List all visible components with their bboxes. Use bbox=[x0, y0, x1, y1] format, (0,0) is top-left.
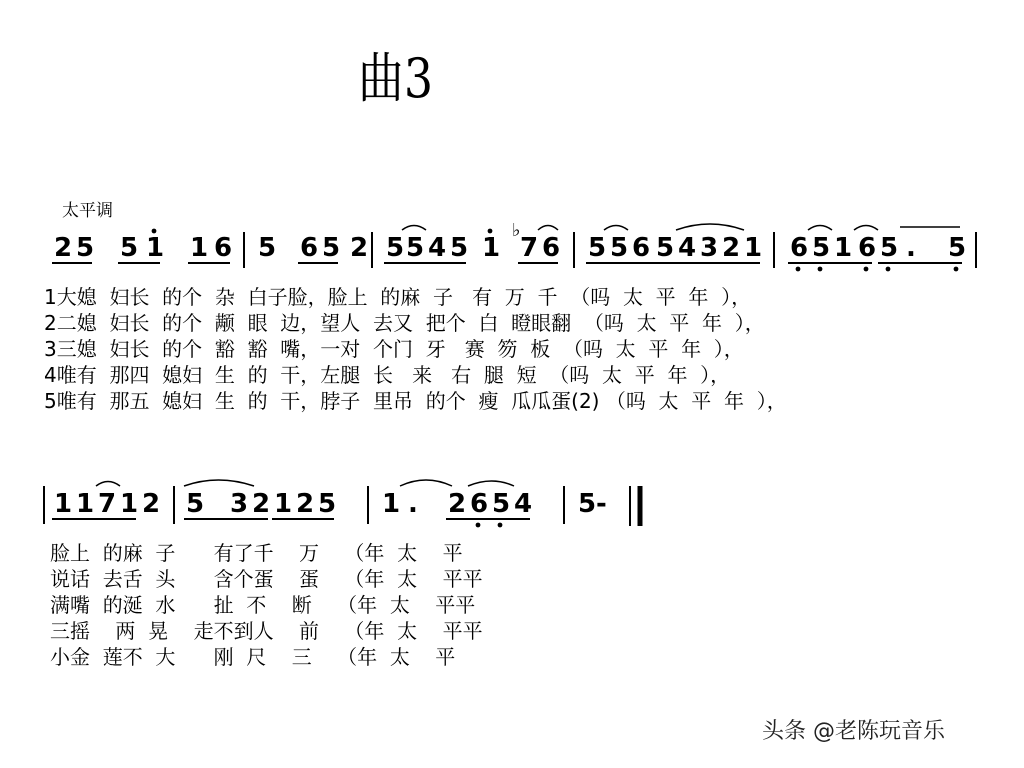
note: 3 bbox=[700, 233, 719, 263]
note: 5 bbox=[588, 233, 607, 263]
note: 1 bbox=[76, 489, 95, 519]
note: 5 bbox=[258, 233, 277, 263]
note: 5 bbox=[406, 233, 425, 263]
slur bbox=[854, 226, 878, 231]
note: 2 bbox=[252, 489, 271, 519]
slur bbox=[400, 480, 452, 486]
low-octave-dot bbox=[886, 267, 891, 272]
note: 6 bbox=[790, 233, 809, 263]
note: 6 bbox=[858, 233, 877, 263]
note: 2 bbox=[448, 489, 467, 519]
slur bbox=[184, 480, 254, 486]
note: 4 bbox=[514, 489, 533, 519]
note: 2 bbox=[350, 233, 369, 263]
note: 2 bbox=[54, 233, 73, 263]
note: 5 bbox=[578, 489, 597, 519]
note: 6 bbox=[632, 233, 651, 263]
note: 3 bbox=[230, 489, 249, 519]
note: 5 bbox=[656, 233, 675, 263]
note: 5 bbox=[492, 489, 511, 519]
note: 5 bbox=[120, 233, 139, 263]
slur bbox=[538, 226, 558, 231]
low-octave-dot bbox=[954, 267, 959, 272]
slur bbox=[468, 481, 514, 486]
low-octave-dot bbox=[864, 267, 869, 272]
low-octave-dot bbox=[476, 523, 481, 528]
low-octave-dot bbox=[498, 523, 503, 528]
note: 1 bbox=[190, 233, 209, 263]
note: 4 bbox=[678, 233, 697, 263]
note: 5 bbox=[450, 233, 469, 263]
note: 1 bbox=[482, 233, 501, 263]
note: 6 bbox=[470, 489, 489, 519]
watermark: 头条 @老陈玩音乐 bbox=[762, 719, 945, 744]
slur bbox=[676, 224, 744, 230]
note: 5 bbox=[948, 233, 967, 263]
mode-label: 太平调 bbox=[62, 201, 113, 221]
note: 6 bbox=[300, 233, 319, 263]
note: - bbox=[596, 489, 607, 519]
note: 2 bbox=[296, 489, 315, 519]
high-octave-dot bbox=[152, 229, 157, 234]
low-octave-dot bbox=[818, 267, 823, 272]
note: 5 bbox=[812, 233, 831, 263]
note: 1 bbox=[744, 233, 763, 263]
note: 1 bbox=[120, 489, 139, 519]
slur bbox=[808, 226, 832, 231]
lyric-line: 5唯有 那五 媳妇 生 的 干，脖子 里吊 的个 瘦 瓜瓜蛋(2) （吗 太 平 年 ）， bbox=[44, 389, 787, 413]
note: 5 bbox=[318, 489, 337, 519]
note: 5 bbox=[322, 233, 341, 263]
lyric-line: 小金 莲不 大 刚 尺 三 （年 太 平 bbox=[50, 645, 456, 669]
slur bbox=[402, 226, 426, 231]
slur bbox=[96, 482, 120, 487]
lyric-line: 三摇 两 晃 走不到人 前 （年 太 平平 bbox=[50, 619, 483, 643]
lyric-line: 满嘴 的涎 水 扯 不 断 （年 太 平平 bbox=[50, 593, 476, 617]
lyric-line: 2二媳 妇长 的个 颟 眼 边，望人 去又 把个 白 瞪眼翻 （吗 太 平 年 ）， bbox=[44, 311, 765, 335]
page-title: 曲3 bbox=[358, 47, 434, 110]
note: . bbox=[906, 233, 916, 263]
note: . bbox=[408, 489, 418, 519]
note: 7 bbox=[520, 233, 539, 263]
note: 1 bbox=[146, 233, 165, 263]
lyric-line: 1大媳 妇长 的个 杂 白子脸，脸上 的麻 子 有 万 千 （吗 太 平 年 ）， bbox=[44, 285, 752, 309]
lyric-line: 3三媳 妇长 的个 豁 豁 嘴，一对 个门 牙 赛 笏 板 （吗 太 平 年 ）， bbox=[44, 337, 744, 361]
score-line-2 bbox=[44, 480, 640, 527]
note: 7 bbox=[98, 489, 117, 519]
note: 6 bbox=[542, 233, 561, 263]
note: 1 bbox=[274, 489, 293, 519]
score-line-1 bbox=[52, 220, 976, 271]
note: 1 bbox=[54, 489, 73, 519]
flat-sign: ♭ bbox=[512, 220, 521, 241]
note: 5 bbox=[386, 233, 405, 263]
low-octave-dot bbox=[796, 267, 801, 272]
lyric-line: 说话 去舌 头 含个蛋 蛋 （年 太 平平 bbox=[50, 567, 483, 591]
note: 2 bbox=[722, 233, 741, 263]
note: 5 bbox=[186, 489, 205, 519]
note: 4 bbox=[428, 233, 447, 263]
note: 2 bbox=[142, 489, 161, 519]
note: 1 bbox=[382, 489, 401, 519]
note: 1 bbox=[834, 233, 853, 263]
note: 5 bbox=[76, 233, 95, 263]
note: 5 bbox=[880, 233, 899, 263]
high-octave-dot bbox=[488, 229, 493, 234]
lyric-line: 4唯有 那四 媳妇 生 的 干，左腿 长 来 右 腿 短 （吗 太 平 年 ）， bbox=[44, 363, 731, 387]
slur bbox=[604, 226, 628, 231]
note: 6 bbox=[214, 233, 233, 263]
lyric-line: 脸上 的麻 子 有了千 万 （年 太 平 bbox=[50, 541, 463, 565]
note: 5 bbox=[610, 233, 629, 263]
